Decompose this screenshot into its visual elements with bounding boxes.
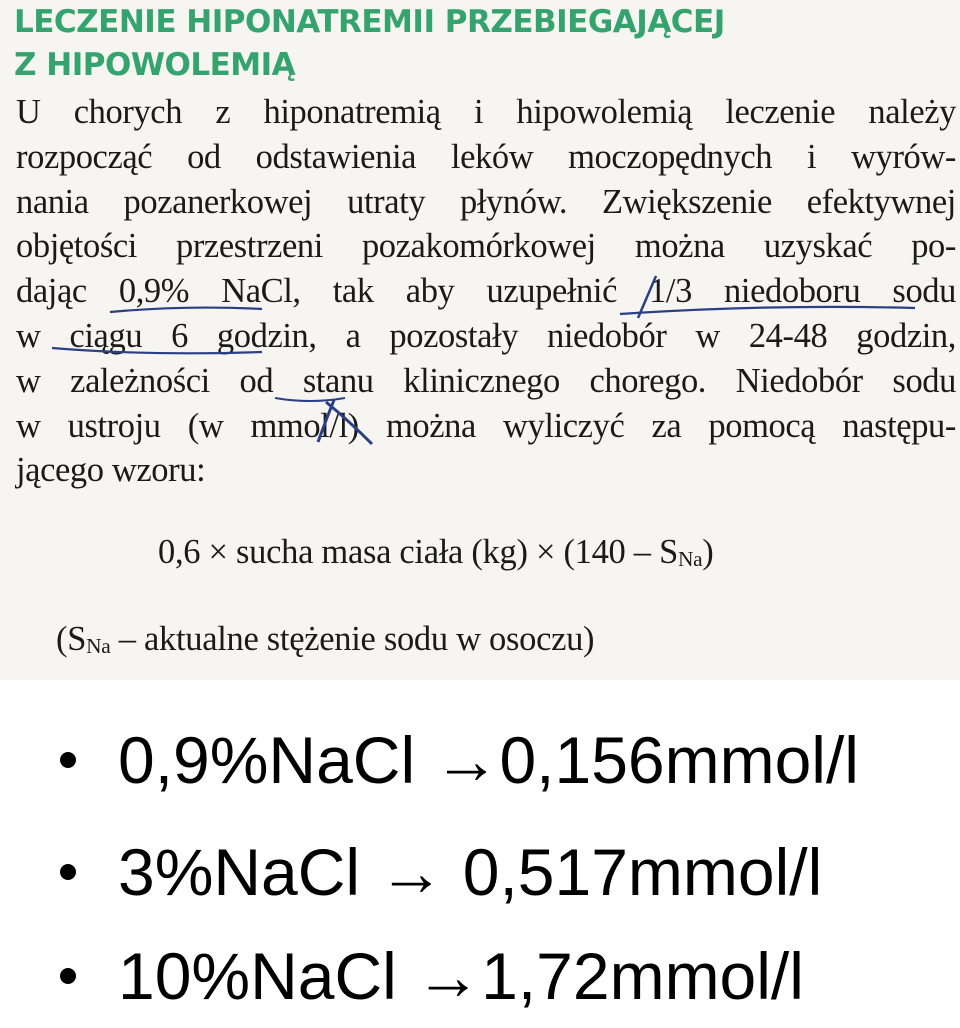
bullet-dot-icon [60, 752, 76, 768]
list-item [0, 700, 960, 820]
formula-close: ) [702, 533, 714, 571]
formula-legend [56, 615, 594, 670]
paragraph-line-4: objętości przestrzeni pozakomórkowej można uzyskać po- [16, 227, 956, 266]
section-heading-line-2: Z HIPOWOLEMIĄ [14, 47, 296, 83]
legend-rest: – aktualne stężenie sodu w osoczu) [110, 620, 595, 658]
bullet-dot-icon [60, 864, 76, 880]
paragraph-line-5: dając 0,9% NaCl, tak aby uzupełnić 1/3 niedoboru sodu [16, 272, 956, 311]
list-item [0, 820, 960, 924]
paragraph-line-9: jącego wzoru: [16, 451, 206, 490]
section-heading-line-1: LECZENIE HIPONATREMII PRZEBIEGAJĄCEJ [14, 4, 725, 40]
list-item-text: 3%NaCl → 0,517mmol/l [118, 835, 823, 909]
body-paragraph [16, 90, 956, 493]
paragraph-line-7: w zależności od stanu klinicznego chorego. Niedobór sodu [16, 361, 956, 400]
list-item-text: 10%NaCl →1,72mmol/l [118, 939, 804, 1013]
legend-open: (S [56, 620, 87, 658]
paragraph-line-3: nania pozanerkowej utraty płynów. Zwiększenie efektywnej [16, 182, 956, 221]
list-item [0, 924, 960, 1028]
bullet-dot-icon [60, 968, 76, 984]
sodium-deficit-formula [158, 528, 714, 583]
legend-subscript: Na [86, 634, 111, 659]
paragraph-line-8: w ustroju (w mmol/l) można wyliczyć za pomocą następu- [16, 406, 956, 445]
concentration-list [0, 700, 960, 1028]
paragraph-line-2: rozpocząć od odstawienia leków moczopędnych i wyrów- [16, 137, 956, 176]
formula-main: 0,6 × sucha masa ciała (kg) × (140 – S [158, 533, 678, 571]
list-item-text: 0,9%NaCl →0,156mmol/l [118, 723, 859, 797]
paragraph-line-1: U chorych z hiponatremią i hipowolemią leczenie należy [16, 93, 956, 131]
formula-subscript: Na [677, 547, 703, 572]
paragraph-line-6: w ciągu 6 godzin, a pozostały niedobór w 24-48 godzin, [16, 316, 956, 355]
